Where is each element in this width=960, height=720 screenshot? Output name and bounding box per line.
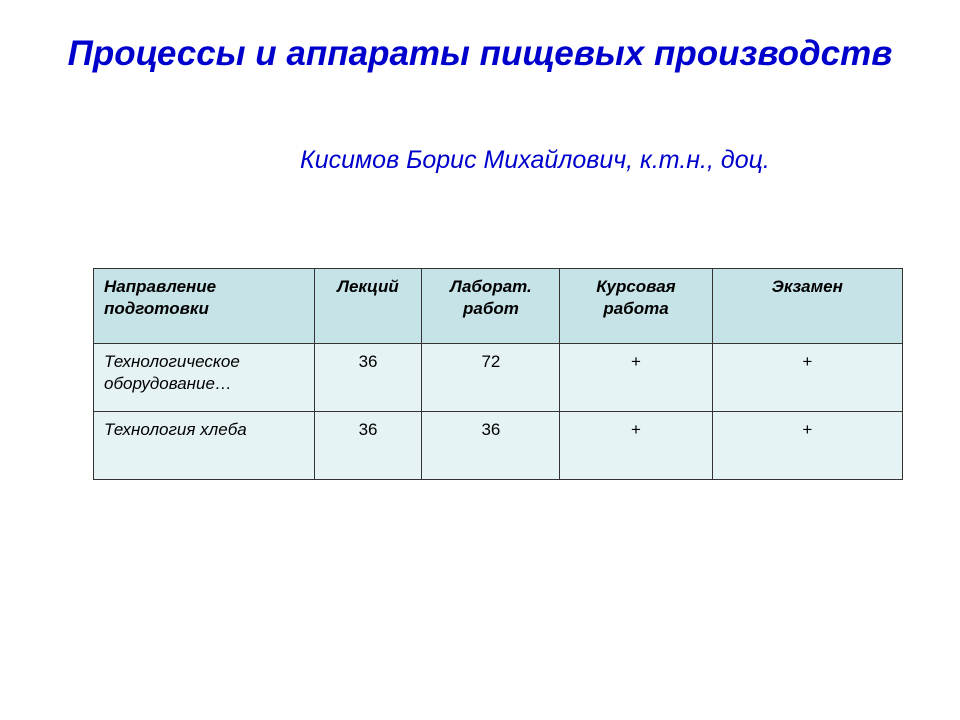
header-cell-direction: Направление подготовки <box>94 269 315 344</box>
table-cell: 36 <box>314 412 422 480</box>
table-cell: + <box>560 412 712 480</box>
table-cell: Технология хлеба <box>94 412 315 480</box>
table-cell: 36 <box>422 412 560 480</box>
table-row <box>94 344 903 412</box>
table-header-row <box>94 269 903 344</box>
header-cell-exam: Экзамен <box>712 269 902 344</box>
table-row <box>94 412 903 480</box>
course-table <box>93 268 903 480</box>
table-cell: Технологическое оборудование… <box>94 344 315 412</box>
table-cell: 36 <box>314 344 422 412</box>
table-cell: 72 <box>422 344 560 412</box>
header-cell-labs: Лаборат. работ <box>422 269 560 344</box>
table-cell: + <box>712 412 902 480</box>
author-line: Кисимов Борис Михайлович, к.т.н., доц. <box>300 146 770 174</box>
header-cell-lectures: Лекций <box>314 269 422 344</box>
slide-title: Процессы и аппараты пищевых производств <box>67 34 893 73</box>
table-cell: + <box>712 344 902 412</box>
header-cell-coursework: Курсовая работа <box>560 269 712 344</box>
table-cell: + <box>560 344 712 412</box>
